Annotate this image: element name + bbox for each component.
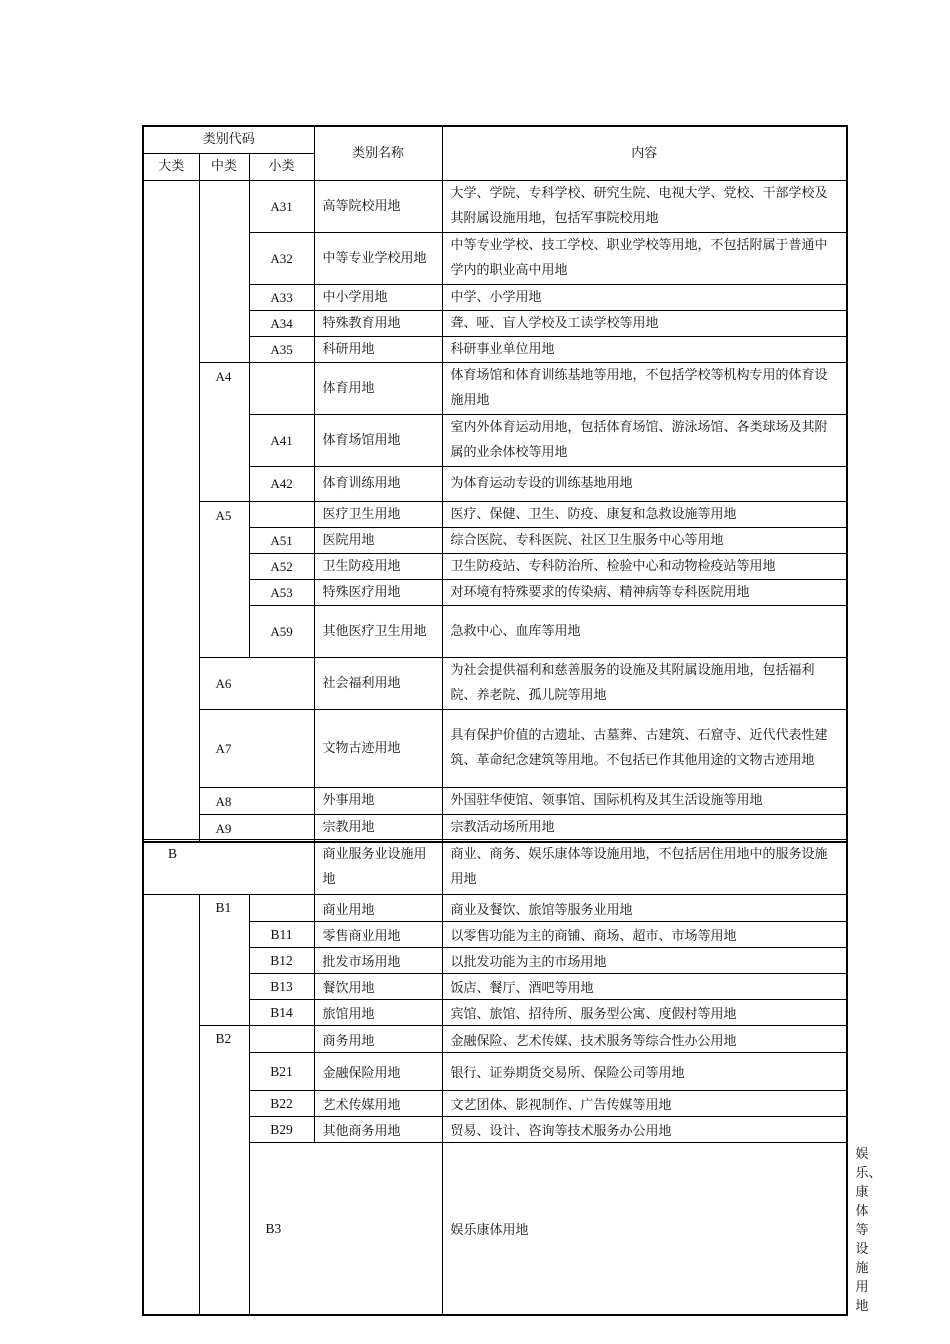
code-cell: B11	[249, 922, 314, 948]
code-cell: A31	[249, 180, 314, 232]
content-cell: 中学、小学用地	[442, 284, 847, 310]
name-cell: 体育训练用地	[314, 466, 442, 501]
content-cell: 综合医院、专科医院、社区卫生服务中心等用地	[442, 527, 847, 553]
content-cell: 科研事业单位用地	[442, 336, 847, 362]
content-cell: 室内外体育运动用地，包括体育场馆、游泳场馆、各类球场及其附属的业余体校等用地	[442, 414, 847, 466]
table-row	[143, 284, 847, 310]
code-cell-medium: A5	[199, 501, 249, 657]
name-cell: 社会福利用地	[314, 657, 442, 709]
table-row	[143, 362, 847, 414]
content-cell: 饭店、餐厅、酒吧等用地	[442, 974, 847, 1000]
name-cell: 旅馆用地	[314, 1000, 442, 1026]
code-cell: A41	[249, 414, 314, 466]
content-cell: 商业及餐饮、旅馆等服务业用地	[442, 895, 847, 922]
table-row	[143, 1026, 847, 1053]
header-name: 类别名称	[314, 126, 442, 180]
code-cell-medium: A4	[199, 362, 249, 501]
content-cell: 商业、商务、娱乐康体等设施用地，不包括居住用地中的服务设施用地	[442, 840, 847, 895]
code-cell: A32	[249, 232, 314, 284]
name-cell: 特殊教育用地	[314, 310, 442, 336]
table-row	[143, 814, 847, 842]
content-cell: 卫生防疫站、专科防治所、检验中心和动物检疫站等用地	[442, 553, 847, 579]
code-cell: B13	[249, 974, 314, 1000]
content-cell: 外国驻华使馆、领事馆、国际机构及其生活设施等用地	[442, 787, 847, 814]
content-cell: 具有保护价值的古遗址、古墓葬、古建筑、石窟寺、近代代表性建筑、革命纪念建筑等用地。不包括已作其他用途的文物古迹用地	[442, 709, 847, 787]
name-cell: 医院用地	[314, 527, 442, 553]
table-row	[143, 232, 847, 284]
minor-cell-empty	[249, 362, 314, 414]
minor-cell-empty	[249, 501, 314, 527]
major-cell-b-continued	[143, 895, 199, 1316]
name-cell: 餐饮用地	[314, 974, 442, 1000]
content-cell: 金融保险、艺术传媒、技术服务等综合性办公用地	[442, 1026, 847, 1053]
name-cell: 体育用地	[314, 362, 442, 414]
code-cell: A34	[249, 310, 314, 336]
content-cell: 文艺团体、影视制作、广告传媒等用地	[442, 1091, 847, 1117]
name-cell: 娱乐康体用地	[442, 1143, 847, 1316]
name-cell: 特殊医疗用地	[314, 579, 442, 605]
table-row	[143, 948, 847, 974]
table-row	[143, 787, 847, 814]
content-cell: 聋、哑、盲人学校及工读学校等用地	[442, 310, 847, 336]
table-row	[143, 895, 847, 922]
content-cell: 体育场馆和体育训练基地等用地，不包括学校等机构专用的体育设施用地	[442, 362, 847, 414]
table-row	[143, 336, 847, 362]
content-cell: 银行、证券期货交易所、保险公司等用地	[442, 1053, 847, 1091]
table-row	[143, 840, 847, 895]
code-cell-medium: A9	[199, 814, 314, 842]
name-cell: 商务用地	[314, 1026, 442, 1053]
table-row: B3 娱乐康体用地 娱乐、康体等设施用地	[143, 1143, 847, 1316]
major-cell-a-continued	[143, 180, 199, 842]
table-row	[143, 1000, 847, 1026]
code-cell-medium: B1	[199, 895, 249, 1026]
table-row	[143, 1091, 847, 1117]
minor-cell-empty	[249, 1026, 314, 1053]
content-cell: 宗教活动场所用地	[442, 814, 847, 842]
content-cell: 宾馆、旅馆、招待所、服务型公寓、度假村等用地	[442, 1000, 847, 1026]
table-row	[143, 1053, 847, 1091]
code-cell: B12	[249, 948, 314, 974]
content-cell: 急救中心、血库等用地	[442, 605, 847, 657]
name-cell: 商业用地	[314, 895, 442, 922]
table-row	[143, 709, 847, 787]
content-cell: 为社会提供福利和慈善服务的设施及其附属设施用地，包括福利院、养老院、孤儿院等用地	[442, 657, 847, 709]
table-row	[143, 180, 847, 232]
code-cell: B21	[249, 1053, 314, 1091]
content-cell: 大学、学院、专科学校、研究生院、电视大学、党校、干部学校及其附属设施用地，包括军事院校用地	[442, 180, 847, 232]
name-cell: 高等院校用地	[314, 180, 442, 232]
content-cell: 中等专业学校、技工学校、职业学校等用地，不包括附属于普通中学内的职业高中用地	[442, 232, 847, 284]
header-content: 内容	[442, 126, 847, 180]
code-cell: A35	[249, 336, 314, 362]
code-cell-medium: A6	[199, 657, 314, 709]
table-row	[143, 579, 847, 605]
medium-cell-a3-continued	[199, 180, 249, 362]
code-cell-medium: B3	[249, 1143, 442, 1316]
code-cell: A53	[249, 579, 314, 605]
name-cell: 金融保险用地	[314, 1053, 442, 1091]
code-cell-major: B	[143, 840, 314, 895]
land-use-classification-table-b	[142, 839, 882, 1316]
code-cell-medium: A7	[199, 709, 314, 787]
table-row	[143, 414, 847, 466]
code-cell: B29	[249, 1117, 314, 1143]
name-cell: 中等专业学校用地	[314, 232, 442, 284]
table-row	[143, 657, 847, 709]
name-cell: 文物古迹用地	[314, 709, 442, 787]
header-code-group: 类别代码	[143, 126, 314, 153]
land-use-classification-table	[142, 125, 848, 843]
content-cell: 对环境有特殊要求的传染病、精神病等专科医院用地	[442, 579, 847, 605]
code-cell: A51	[249, 527, 314, 553]
minor-cell-empty	[249, 895, 314, 922]
table-row	[143, 527, 847, 553]
content-cell: 为体育运动专设的训练基地用地	[442, 466, 847, 501]
name-cell: 艺术传媒用地	[314, 1091, 442, 1117]
code-cell-medium: B2	[199, 1026, 249, 1316]
name-cell: 卫生防疫用地	[314, 553, 442, 579]
header-major: 大类	[143, 153, 199, 180]
name-cell: 其他商务用地	[314, 1117, 442, 1143]
name-cell: 医疗卫生用地	[314, 501, 442, 527]
content-cell: 以零售功能为主的商铺、商场、超市、市场等用地	[442, 922, 847, 948]
code-cell: A52	[249, 553, 314, 579]
table-row	[143, 605, 847, 657]
content-cell: 贸易、设计、咨询等技术服务办公用地	[442, 1117, 847, 1143]
code-cell: A59	[249, 605, 314, 657]
table-row	[143, 974, 847, 1000]
name-cell: 宗教用地	[314, 814, 442, 842]
code-cell-medium: A8	[199, 787, 314, 814]
name-cell: 其他医疗卫生用地	[314, 605, 442, 657]
code-cell: A33	[249, 284, 314, 310]
name-cell: 科研用地	[314, 336, 442, 362]
code-cell: B22	[249, 1091, 314, 1117]
name-cell: 批发市场用地	[314, 948, 442, 974]
code-cell: B14	[249, 1000, 314, 1026]
name-cell: 商业服务业设施用地	[314, 840, 442, 895]
table-row	[143, 922, 847, 948]
name-cell: 外事用地	[314, 787, 442, 814]
content-cell: 医疗、保健、卫生、防疫、康复和急救设施等用地	[442, 501, 847, 527]
table-row	[143, 466, 847, 501]
header-minor: 小类	[249, 153, 314, 180]
table-row	[143, 501, 847, 527]
content-cell: 以批发功能为主的市场用地	[442, 948, 847, 974]
header-medium: 中类	[199, 153, 249, 180]
name-cell: 零售商业用地	[314, 922, 442, 948]
table-row	[143, 310, 847, 336]
name-cell: 体育场馆用地	[314, 414, 442, 466]
table-row	[143, 553, 847, 579]
code-cell: A42	[249, 466, 314, 501]
name-cell: 中小学用地	[314, 284, 442, 310]
table-row	[143, 1117, 847, 1143]
